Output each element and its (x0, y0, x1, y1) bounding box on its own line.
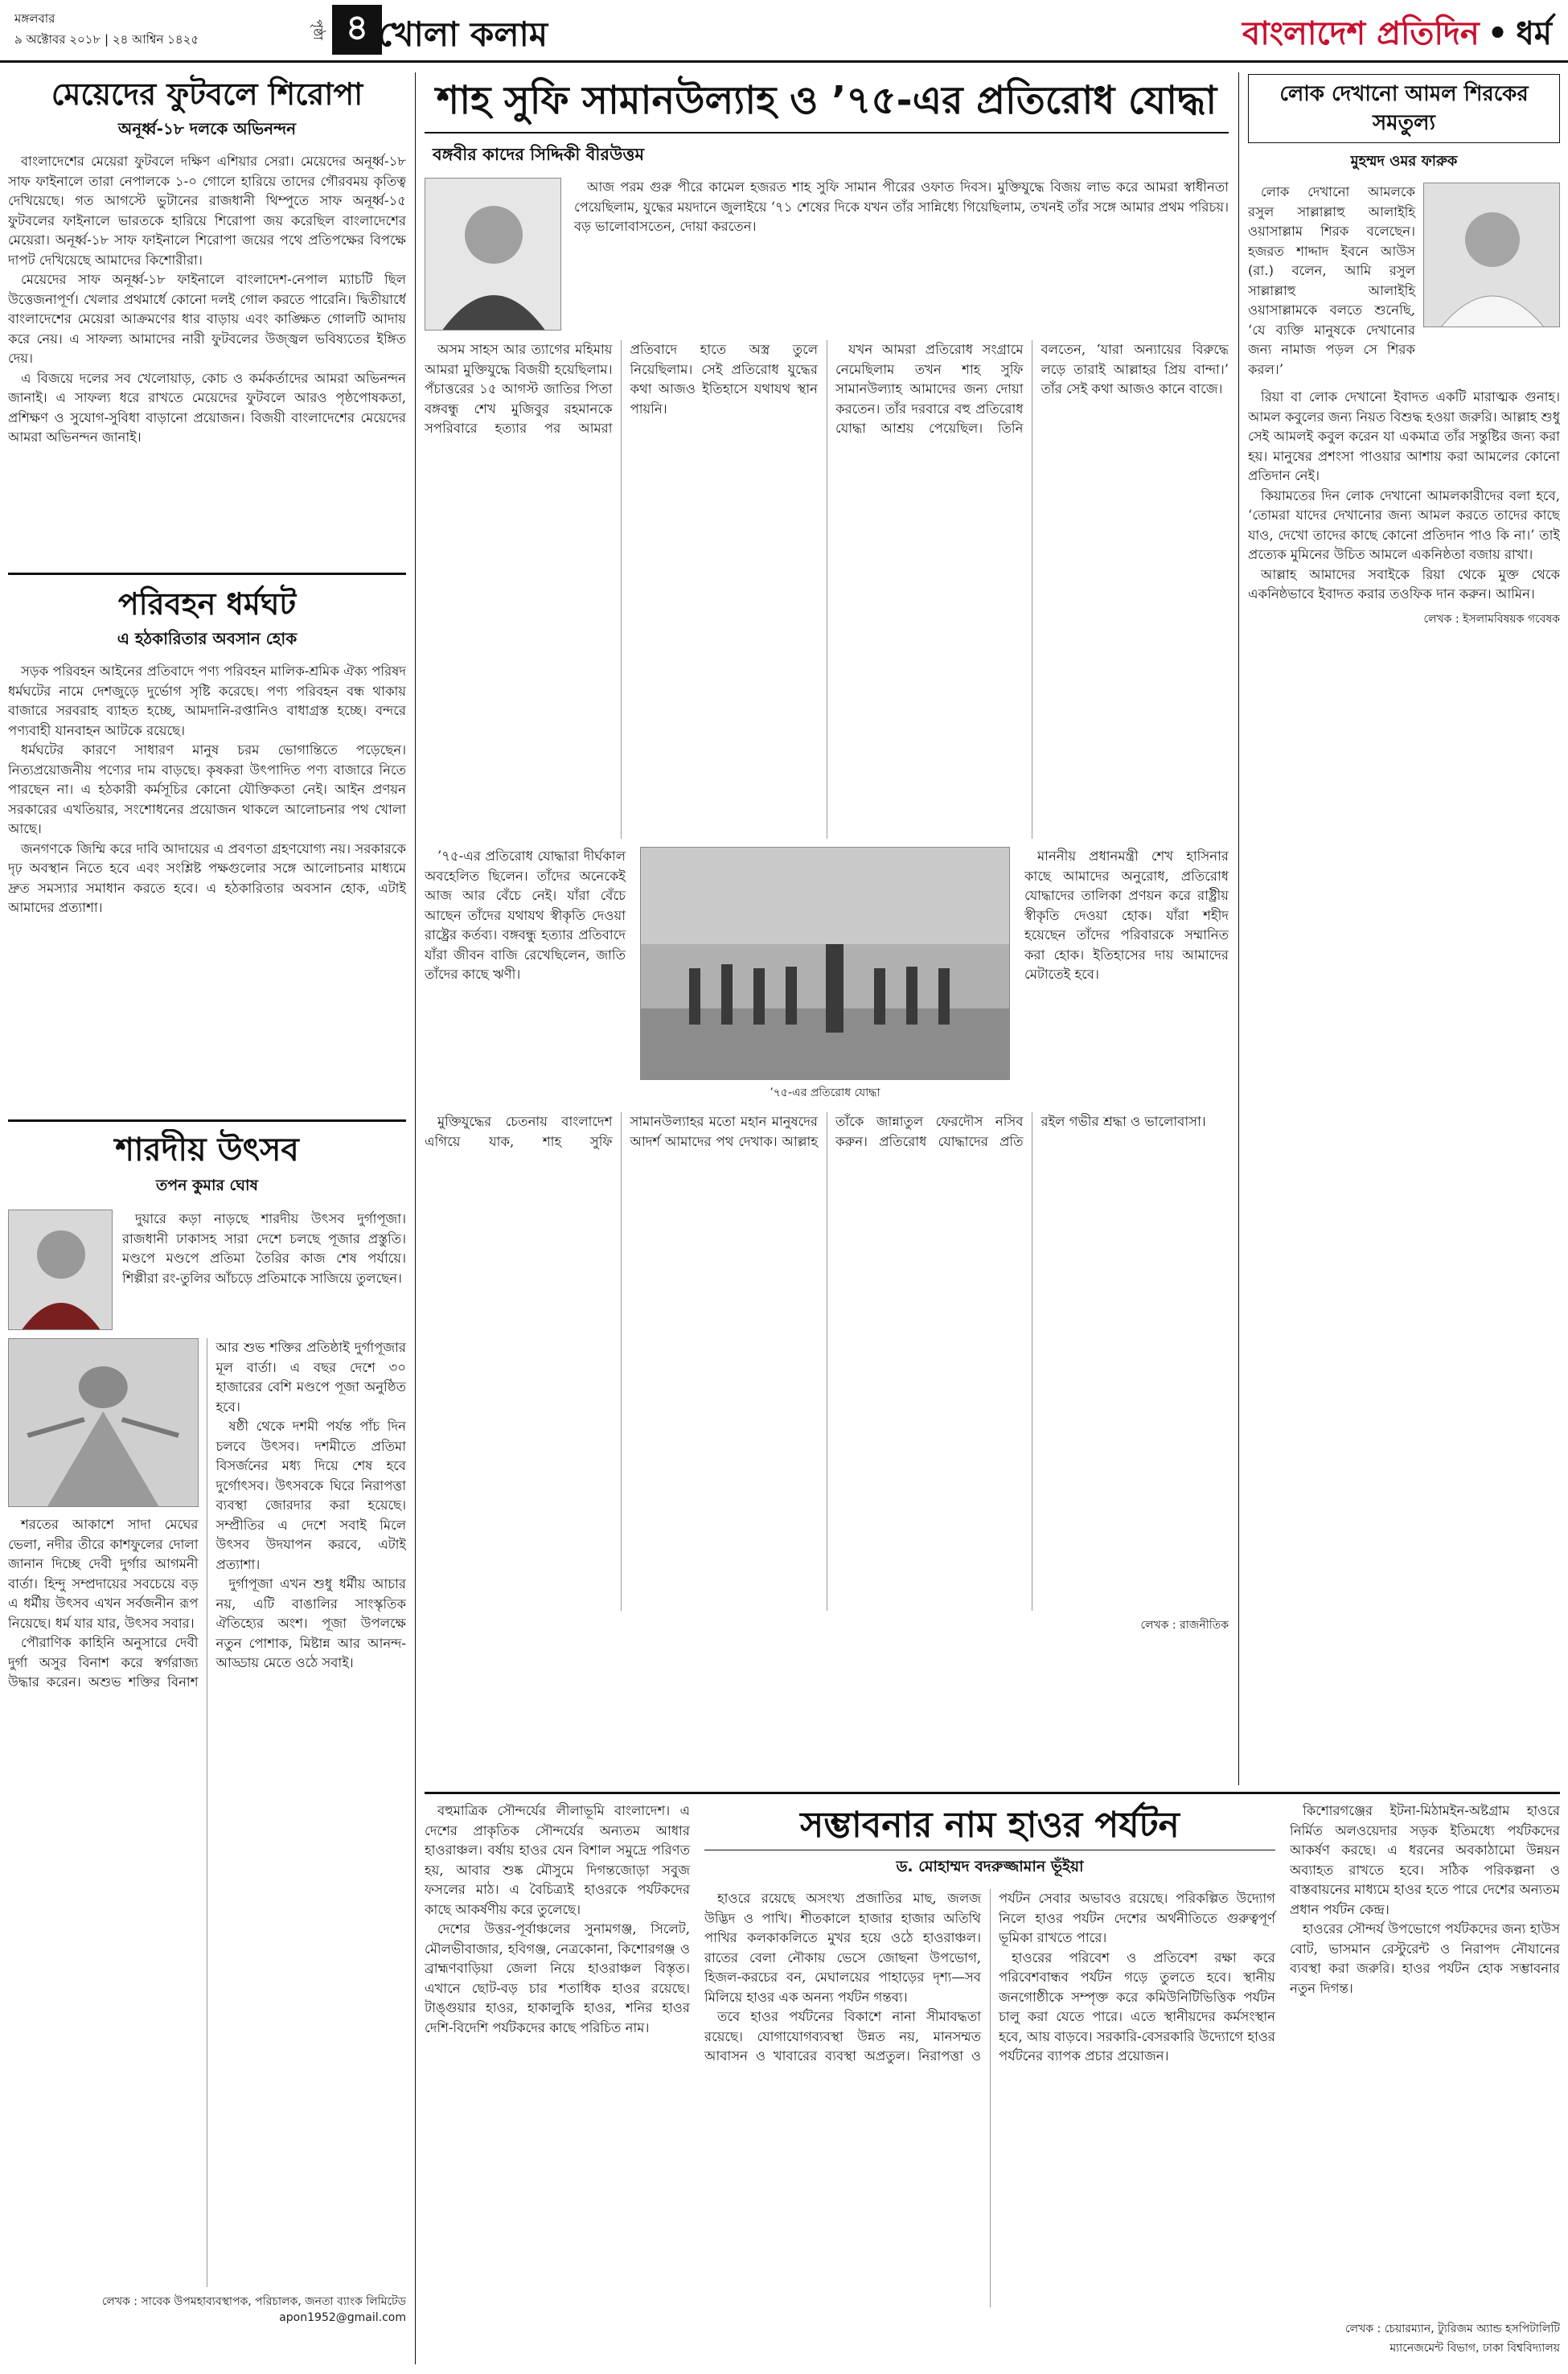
paragraph: কিশোরগঞ্জের ইটনা-মিঠামইন-অষ্টগ্রাম হাওরে নির্মিত অলওয়েদার সড়ক ইতিমধ্যে পর্যটকদের আকর্ষণ করছে। এ ধরনের অবকাঠামো উন্নয়ন অব্যাহত রাখতে হবে। সঠিক পরিকল্পনা ও বাস্তবায়নের মাধ্যমে হাওর হতে পারে দেশের অন্যতম প্রধান পর্যটন কেন্দ্র। (1290, 1803, 1560, 1917)
sharodiyo-intro (122, 1210, 406, 1330)
main-title: শাহ সুফি সামানউল্যাহ ও ’৭৫-এর প্রতিরোধ যোদ্ধা (425, 74, 1229, 133)
transport-subtitle: এ হঠকারিতার অবসান হোক (117, 629, 298, 648)
durga-image (8, 1338, 199, 1507)
haor-left (425, 1801, 690, 2348)
main-body-top (425, 340, 1229, 839)
weekday: মঙ্গলবার (14, 11, 55, 26)
main-intro (574, 178, 1229, 331)
author-photo (8, 1210, 113, 1330)
transport-title: পরিবহন ধর্মঘট (117, 586, 297, 622)
paragraph: শরতের আকাশে সাদা মেঘের ভেলা, নদীর তীরে কাশফুলের দোলা জানান দিচ্ছে দেবী দুর্গার আগমনী বার্তা। হিন্দু সম্প্রদায়ের সবচেয়ে বড় এ ধর্মীয় উৎসব এখন সর্বজনীন রূপ নিয়েছে। ধর্ম যার যার, উৎসব সবার। (8, 1517, 199, 1631)
haor-top (425, 1801, 1560, 2358)
haor-center (704, 1801, 1275, 2358)
newspaper-brand (1242, 8, 1552, 62)
divider (8, 573, 406, 575)
column-rule (415, 72, 416, 2364)
football-subtitle: অনূর্ধ্ব-১৮ দলকে অভিনন্দন (117, 119, 297, 138)
haor-right-body (1290, 1801, 1560, 2316)
page-label: পৃষ্ঠা (310, 19, 326, 40)
page-number: ৪ (332, 5, 382, 55)
person-icon (425, 179, 561, 331)
paragraph: এ বিজয়ে দলের সব খেলোয়াড়, কোচ ও কর্মকর্তাদের আমরা অভিনন্দন জানাই। এ সাফল্য ধরে রাখতে মেয়েদের ফুটবলে আরও পৃষ্ঠপোষকতা, প্রশিক্ষণ ও সুযোগ-সুবিধা বাড়ানো প্রয়োজন। বিজয়ী বাংলাদেশের মেয়েদের আমরা অভিনন্দন জানাই। (8, 370, 406, 445)
shirk-body (1248, 388, 1560, 605)
paragraph: বহুমাত্রিক সৌন্দর্যের লীলাভূমি বাংলাদেশ। এ দেশের প্রাকৃতিক সৌন্দর্যের অন্যতম আধার হাওরাঞ্চল। বর্ষায় হাওর যেন বিশাল সমুদ্রে পরিণত হয়, আবার শুষ্ক মৌসুমে দিগন্তজোড়া সবুজ ফসলের মাঠ। এ বৈচিত্র্যই হাওরকে পর্যটকদের কাছে আকর্ষণীয় করে তুলেছে। (425, 1803, 690, 1917)
sharodiyo-footnote (8, 2292, 406, 2324)
paragraph: মুক্তিযুদ্ধের চেতনায় বাংলাদেশ এগিয়ে যাক, শাহ সুফি সামানউল্যাহর মতো মহান মানুষদের আদর্শ আমাদের পথ দেখাক। আল্লাহ তাঁকে জান্নাতুল ফেরদৌস নসিব করুন। প্রতিরোধ যোদ্ধাদের প্রতি রইল গভীর শ্রদ্ধা ও ভালোবাসা। (425, 1114, 1206, 1149)
main-middle (425, 847, 1229, 1103)
paragraph: কিয়ামতের দিন লোক দেখানো আমলকারীদের বলা হবে, ‘তোমরা যাদের দেখানোর জন্য আমল করতে তাদের কাছে যাও, দেখো তাদের কাছে কোনো প্রতিদান পাও কি না।’ তাই প্রত্যেক মুমিনের উচিত আমলে একনিষ্ঠতা বজায় রাখা। (1248, 487, 1560, 562)
shirk-title: লোক দেখানো আমল শিরকের সমতুল্য (1248, 74, 1560, 143)
paragraph: পৌরাণিক কাহিনি অনুসারে দেবী দুর্গা অসুর বিনাশ করে স্বর্গরাজ্য উদ্ধার করেন। অশুভ শক্তির বিনাশ আর শুভ শক্তির প্রতিষ্ঠাই দুর্গাপূজার মূল বার্তা। এ বছর দেশে ৩০ হাজারের বেশি মণ্ডপে পূজা অনুষ্ঠিত হবে। (8, 1340, 406, 1690)
date-block (14, 8, 199, 50)
paragraph: হাওরের সৌন্দর্য উপভোগে পর্যটকদের জন্য হাউস বোট, ভাসমান রেস্টুরেন্ট ও নিরাপদ নৌযানের ব্যবস্থা করা জরুরি। হাওর পর্যটন হোক সম্ভাবনার নতুন দিগন্ত। (1290, 1921, 1560, 1996)
paragraph: ’৭৫-এর প্রতিরোধ যোদ্ধারা দীর্ঘকাল অবহেলিত ছিলেন। তাঁদের অনেকেই আজ আর বেঁচে নেই। যাঁরা বেঁচে আছেন তাঁদের যথাযথ স্বীকৃতি দেওয়া রাষ্ট্রের কর্তব্য। বঙ্গবন্ধু হত্যার প্রতিবাদে যাঁরা জীবন বাজি রেখেছিলেন, জাতি তাঁদের কাছে ঋণী। (425, 848, 626, 982)
main-body-bottom (425, 1112, 1229, 1611)
haor-right (1290, 1801, 1560, 2358)
paragraph: যখন আমরা প্রতিরোধ সংগ্রামে নেমেছিলাম তখন শাহ সুফি সামানউল্যাহ আমাদের জন্য দোয়া করতেন। তাঁর দরবারে বহু প্রতিরোধ যোদ্ধা আশ্রয় পেয়েছিল। তিনি বলতেন, ‘যারা অন্যায়ের বিরুদ্ধে লড়ে তারাই আল্লাহর প্রিয় বান্দা।’ তাঁর সেই কথা আজও কানে বাজে। (835, 342, 1229, 436)
football-title: মেয়েদের ফুটবলে শিরোপা (51, 76, 363, 112)
person-icon (9, 1210, 113, 1330)
paragraph: অসম সাহস আর ত্যাগের মহিমায় আমরা মুক্তিযুদ্ধে বিজয়ী হয়েছিলাম। পঁচাত্তরের ১৫ আগস্ট জাতির পিতা বঙ্গবন্ধু শেখ মুজিবুর রহমানকে সপরিবারে হত্যার পর আমরা প্রতিবাদে হাতে অস্ত্র তুলে নিয়েছিলাম। সেই প্রতিরোধ যুদ্ধের কথা আজও ইতিহাসে যথাযথ স্থান পায়নি। (425, 342, 818, 436)
paragraph: রিয়া বা লোক দেখানো ইবাদত একটি মারাত্মক গুনাহ। আমল কবুলের জন্য নিয়ত বিশুদ্ধ হওয়া জরুরি। আল্লাহ শুধু সেই আমলই কবুল করেন যা একমাত্র তাঁর সন্তুষ্টির জন্য করা হয়। মানুষের প্রশংসা পাওয়ার আশায় করা আমলের কোনো প্রতিদান নেই। (1248, 389, 1560, 483)
paragraph: হাওরে রয়েছে অসংখ্য প্রজাতির মাছ, জলজ উদ্ভিদ ও পাখি। শীতকালে হাজার হাজার অতিথি পাখির কলকাকলিতে মুখর হয়ে ওঠে হাওরাঞ্চল। রাতের বেলা নৌকায় ভেসে জোছনা উপভোগ, হিজল-করচের বন, মেঘালয়ের পাহাড়ের দৃশ্য—সব মিলিয়ে হাওর এক অনন্য পর্যটন গন্তব্য। (704, 1891, 981, 2005)
haor-title: সম্ভাবনার নাম হাওর পর্যটন (704, 1801, 1275, 1850)
transport-body (8, 662, 406, 918)
paragraph: লোক দেখানো আমলকে রসুল সাল্লাল্লাহু আলাইহি ওয়াসাল্লাম শিরক বলেছেন। হজরত শাদ্দাদ ইবনে আউস (রা.) বলেন, আমি রসুল সাল্লাল্লাহু আলাইহি ওয়াসাল্লামকে বলতে শুনেছি, ‘যে ব্যক্তি মানুষকে দেখানোর জন্য নামাজ পড়ল সে শিরক করল।’ (1248, 184, 1415, 377)
haor-author: ড. মোহাম্মদ বদরুজ্জামান ভূঁইয়া (896, 1858, 1084, 1875)
paragraph: হাওরের পরিবেশ ও প্রতিবেশ রক্ষা করে পরিবেশবান্ধব পর্যটন গড়ে তুলতে হবে। স্থানীয় জনগোষ্ঠীকে সম্পৃক্ত করে কমিউনিটিভিত্তিক পর্যটন চালু করা যেতে পারে। এতে স্থানীয়দের কর্মসংস্থান হবে, আয় বাড়বে। সরকারি-বেসরকারি উদ্যোগে হাওর পর্যটনের ব্যাপক প্রচার প্রয়োজন। (999, 1949, 1275, 2064)
page-number-box (307, 5, 382, 55)
paragraph: তবে হাওর পর্যটনের বিকাশে নানা সীমাবদ্ধতা রয়েছে। যোগাযোগব্যবস্থা উন্নত নয়, মানসম্মত আবাসন ও খাবারের ব্যবস্থা অপ্রতুল। নিরাপত্তা ও পর্যটন সেবার অভাবও রয়েছে। পরিকল্পিত উদ্যোগ নিলে হাওর পর্যটন দেশের অর্থনীতিতে গুরুত্বপূর্ণ ভূমিকা রাখতে পারে। (704, 1891, 1275, 2064)
shirk-lead (1248, 183, 1560, 380)
paragraph: জনগণকে জিম্মি করে দাবি আদায়ের এ প্রবণতা গ্রহণযোগ্য নয়। সরকারকে দৃঢ় অবস্থান নিতে হবে এবং সংশ্লিষ্ট পক্ষগুলোর সঙ্গে আলোচনার মাধ্যমে দ্রুত সমস্যার সমাধান করতে হবে। এ হঠকারিতার অবসান হোক, এটাই আমাদের প্রত্যাশা। (8, 840, 406, 915)
brand-name: বাংলাদেশ প্রতিদিন (1242, 15, 1480, 52)
resistance-photo (640, 847, 1010, 1080)
photo-caption: ’৭৫-এর প্রতিরোধ যোদ্ধা (770, 1086, 880, 1099)
person-icon (1424, 183, 1560, 327)
column-rule (1238, 72, 1239, 1785)
shirk-footnote: লেখক : ইসলামবিষয়ক গবেষক (1423, 612, 1560, 626)
section-title: খোলা কলাম (378, 14, 548, 54)
sharodiyo-author: তপন কুমার ঘোষ (156, 1177, 258, 1194)
sharodiyo-title: শারদীয় উৎসব (115, 1132, 299, 1169)
haor-footnote: লেখক : চেয়ারম্যান, ট্যুরিজম অ্যান্ড হসপিটালিটি ম্যানেজমেন্ট বিভাগ, ঢাকা বিশ্ববিদ্যালয় (1345, 2323, 1560, 2355)
paragraph: ধর্মঘটের কারণে সাধারণ মানুষ চরম ভোগান্তিতে পড়েছেন। নিত্যপ্রয়োজনীয় পণ্যের দাম বাড়ছে। কৃষকরা উৎপাদিত পণ্য বাজারে নিতে পারছেন না। এ হঠকারী কর্মসূচির কোনো যৌক্তিকতা নেই। আইন প্রণয়ন সরকারের এখতিয়ার, সংশোধনের প্রয়োজন থাকলে আলোচনার পথ খোলা আছে। (8, 742, 406, 836)
editorial-transport (8, 584, 406, 1111)
paragraph: আজ পরম গুরু পীরে কামেল হজরত শাহ সুফি সামান পীরের ওফাত দিবস। মুক্তিযুদ্ধে বিজয় লাভ করে আমরা স্বাধীনতা পেয়েছিলাম, যুদ্ধের ময়দানে জুলাইয়ে ‘৭১ শেষের দিকে যখন তাঁর সান্নিধ্যে গিয়েছিলাম, তখনই তাঁর সঙ্গে আমার প্রথম পরিচয়। বড় ভালোবাসতেন, দোয়া করতেন। (574, 179, 1229, 234)
main-footnote: লেখক : রাজনীতিক (1140, 1619, 1229, 1632)
author-email: apon1952@gmail.com (279, 2311, 406, 2324)
sharodiyo-body (8, 1338, 406, 2287)
author-bio: লেখক : সাবেক উপমহাব্যবস্থাপক, পরিচালক, জনতা ব্যাংক লিমিটেড (101, 2295, 406, 2308)
main-body-right (1024, 847, 1229, 1103)
page-header (0, 0, 1568, 63)
article-shirk (1248, 74, 1560, 1783)
main-author: বঙ্গবীর কাদের সিদ্দিকী বীরউত্তম (433, 145, 645, 164)
shirk-author: মুহম্মদ ওমর ফারুক (1350, 153, 1458, 170)
paragraph: সড়ক পরিবহন আইনের প্রতিবাদে পণ্য পরিবহন মালিক-শ্রমিক ঐক্য পরিষদ ধর্মঘটের নামে দেশজুড়ে দুর্ভোগ সৃষ্টি করেছে। পণ্য পরিবহন বন্ধ থাকায় বাজারে সরবরাহ ব্যাহত হচ্ছে, আমদানি-রপ্তানিও বাধাগ্রস্ত হচ্ছে। বন্দরে পণ্যবাহী যানবাহন আটকে রয়েছে। (8, 663, 406, 738)
paragraph: মাননীয় প্রধানমন্ত্রী শেখ হাসিনার কাছে আমাদের অনুরোধ, প্রতিরোধ যোদ্ধাদের তালিকা প্রণয়ন করে রাষ্ট্রীয় স্বীকৃতি দেওয়া হোক। যাঁরা শহীদ হয়েছেন তাঁদের পরিবারকে সম্মানিত করা হোক। ইতিহাসের দায় আমাদের মেটাতেই হবে। (1024, 848, 1229, 982)
editorial-football (8, 74, 406, 565)
paragraph: দুর্গাপূজা এখন শুধু ধর্মীয় আচার নয়, এটি বাঙালির সাংস্কৃতিক ঐতিহ্যের অংশ। পূজা উপলক্ষে নতুন পোশাক, মিষ্টান্ন আর আনন্দ-আড্ডায় মেতে ওঠে সবাই। (215, 1576, 406, 1670)
author-photo (425, 178, 561, 331)
main-body-left (425, 847, 626, 1103)
divider (8, 1119, 406, 1122)
author-photo (1423, 183, 1560, 327)
divider (425, 1792, 1560, 1794)
separator-dot: • (1487, 15, 1508, 52)
photo-block (640, 847, 1010, 1103)
paragraph: বাংলাদেশের মেয়েরা ফুটবলে দক্ষিণ এশিয়ার সেরা। মেয়েদের অনূর্ধ্ব-১৮ সাফ ফাইনালে তারা নেপালকে ১-০ গোলে হারিয়ে তাদের গৌরবময় কৃতিত্ব দেখিয়েছে। গত আগস্টে ভুটানের রাজধানী থিম্পুতে সাফ অনূর্ধ্ব-১৫ ফুটবলের ফাইনালে ভারতকে হারিয়ে শিরোপা জয় করেছিল বাংলাদেশের মেয়েরা। অনূর্ধ্ব-১৮ সাফ ফাইনালে শিরোপা জয়ের পথে প্রতিপক্ষের বিপক্ষে দাপট দেখিয়েছে আমাদের কিশোরীরা। (8, 154, 406, 268)
article-main (425, 74, 1229, 1783)
football-body (8, 152, 406, 448)
date-line: ৯ অক্টোবর ২০১৮ | ২৪ আশ্বিন ১৪২৫ (14, 32, 199, 47)
soldiers-image (641, 848, 1010, 1080)
paragraph: ষষ্ঠী থেকে দশমী পর্যন্ত পাঁচ দিন চলবে উৎসব। দশমীতে প্রতিমা বিসর্জনের মধ্য দিয়ে শেষ হবে দুর্গোৎসব। উৎসবকে ঘিরে নিরাপত্তা ব্যবস্থা জোরদার করা হয়েছে। সম্প্রীতির এ দেশে সবাই মিলে উৎসব উদযাপন করবে, এটাই প্রত্যাশা। (215, 1419, 406, 1572)
paragraph: আল্লাহ আমাদের সবাইকে রিয়া থেকে মুক্ত থেকে একনিষ্ঠভাবে ইবাদত করার তওফিক দান করুন। আমিন। (1248, 566, 1560, 602)
main-upper (425, 178, 1229, 331)
category-label: ধর্ম (1516, 15, 1552, 52)
article-haor (425, 1801, 1560, 2368)
article-sharodiyo (8, 1129, 406, 2368)
sharodiyo-lead (8, 1210, 406, 1330)
paragraph: মেয়েদের সাফ অনূর্ধ্ব-১৮ ফাইনালে বাংলাদেশ-নেপাল ম্যাচটি ছিল উত্তেজনাপূর্ণ। খেলার প্রথমার্ধে কোনো দলই গোল করতে পারেনি। দ্বিতীয়ার্ধে বাংলাদেশের মেয়েরা আক্রমণের ধার বাড়ায় এবং কাঙ্ক্ষিত গোলটি আদায় করে নেয়। এ সাফল্য আমাদের নারী ফুটবলের উজ্জ্বল ভবিষ্যতের ইঙ্গিত দেয়। (8, 272, 406, 366)
shirk-intro (1248, 183, 1415, 380)
paragraph: দেশের উত্তর-পূর্বাঞ্চলের সুনামগঞ্জ, সিলেট, মৌলভীবাজার, হবিগঞ্জ, নেত্রকোনা, কিশোরগঞ্জ ও ব্রাহ্মণবাড়িয়া জেলা নিয়ে হাওরাঞ্চল বিস্তৃত। এখানে ছোট-বড় চার শতাধিক হাওর রয়েছে। টাঙ্গুয়ার হাওর, হাকালুকি হাওর, শনির হাওর দেশি-বিদেশি পর্যটকদের কাছে পরিচিত নাম। (425, 1921, 690, 2035)
idol-icon (9, 1339, 198, 1507)
paragraph: দুয়ারে কড়া নাড়ছে শারদীয় উৎসব দুর্গাপূজা। রাজধানী ঢাকাসহ সারা দেশে চলছে পূজার প্রস্তুতি। মণ্ডপে মণ্ডপে প্রতিমা তৈরির কাজ শেষ পর্যায়ে। শিল্পীরা রং-তুলির আঁচড়ে প্রতিমাকে সাজিয়ে তুলছেন। (122, 1211, 406, 1286)
haor-body (704, 1889, 1275, 2307)
